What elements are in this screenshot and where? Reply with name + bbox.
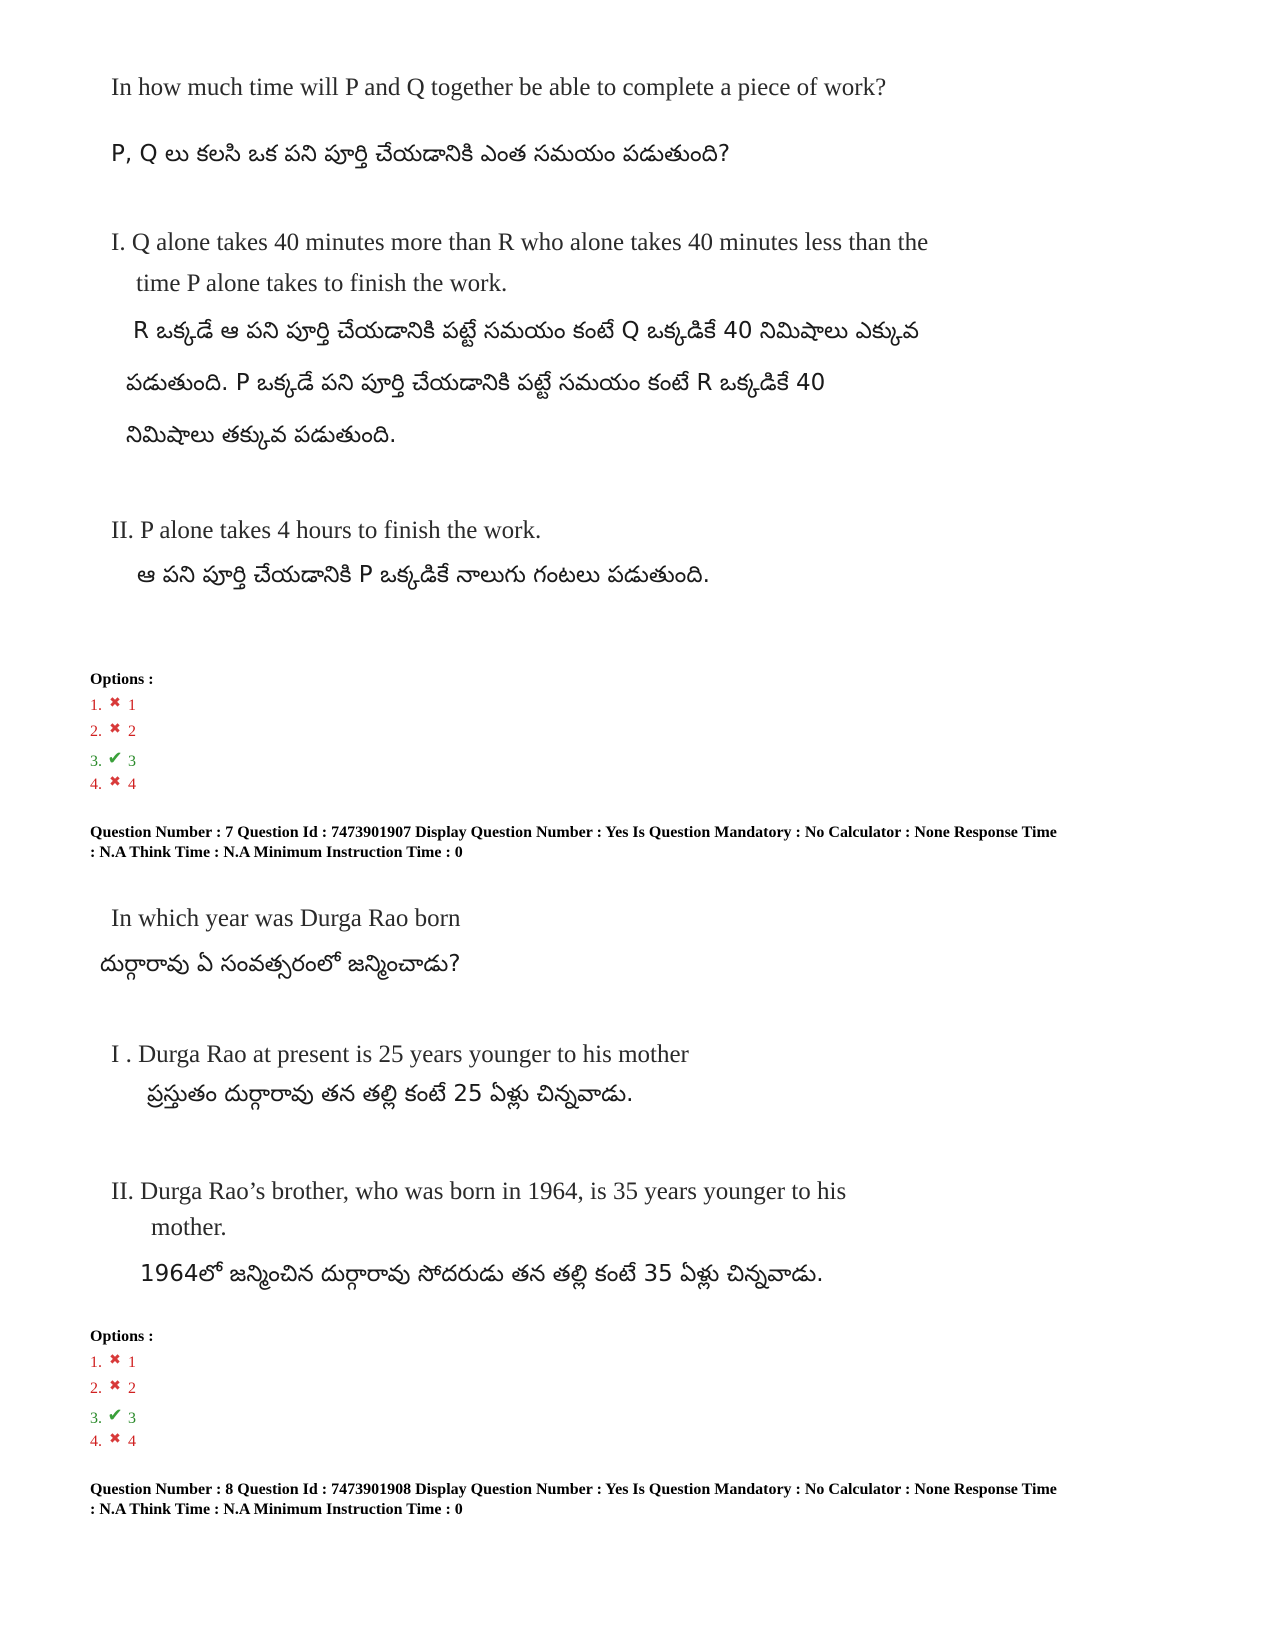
q7-option-2 — [90, 1380, 136, 1398]
option-number: 3. — [90, 753, 102, 770]
question-7-meta-line2: : N.A Think Time : N.A Minimum Instruction Time : 0 — [90, 844, 463, 861]
q6-option-1 — [90, 697, 136, 715]
question-8-meta-line1: Question Number : 8 Question Id : 7473901908 Display Question Number : Yes Is Question Mandatory : No Calculator : None Response Time — [90, 1481, 1057, 1498]
option-value: 4 — [128, 1433, 136, 1450]
q7-statement-2-te: 1964లో జన్మించిన దుర్గారావు సోదరుడు తన తల్లి కంటే 35 ఏళ్లు చిన్నవాడు. — [140, 1261, 824, 1287]
question-7-text-te: దుర్గారావు ఏ సంవత్సరంలో జన్మించాడు? — [100, 951, 461, 977]
check-icon: ✔ — [107, 748, 123, 769]
cross-icon: ✖ — [109, 1431, 121, 1447]
option-value: 3 — [128, 753, 136, 770]
q6-option-3 — [90, 750, 136, 771]
option-number: 3. — [90, 1410, 102, 1427]
check-icon: ✔ — [107, 1405, 123, 1426]
option-value: 2 — [128, 1380, 136, 1397]
question-6-text-en: In how much time will P and Q together be able to complete a piece of work? — [111, 74, 887, 101]
cross-icon: ✖ — [109, 721, 121, 737]
q7-option-1 — [90, 1354, 136, 1372]
q6-option-4 — [90, 776, 136, 794]
option-value: 1 — [128, 1354, 136, 1371]
question-8-meta — [90, 1480, 1200, 1520]
option-value: 4 — [128, 776, 136, 793]
option-number: 4. — [90, 1433, 102, 1450]
option-number: 4. — [90, 776, 102, 793]
q7-options-label: Options : — [90, 1328, 154, 1345]
option-value: 3 — [128, 1410, 136, 1427]
option-value: 1 — [128, 697, 136, 714]
question-7-text-en: In which year was Durga Rao born — [111, 905, 461, 932]
q7-statement-1-te: ప్రస్తుతం దుర్గారావు తన తల్లి కంటే 25 ఏళ్లు చిన్నవాడు. — [147, 1081, 634, 1107]
q6-statement-2-te: ఆ పని పూర్తి చేయడానికి P ఒక్కడికే నాలుగు గంటలు పడుతుంది. — [137, 562, 710, 588]
q6-option-2 — [90, 723, 136, 741]
option-number: 1. — [90, 1354, 102, 1371]
question-7-meta — [90, 823, 1200, 863]
option-number: 1. — [90, 697, 102, 714]
option-value: 2 — [128, 723, 136, 740]
option-number: 2. — [90, 723, 102, 740]
option-number: 2. — [90, 1380, 102, 1397]
question-7-meta-line1: Question Number : 7 Question Id : 7473901907 Display Question Number : Yes Is Question Mandatory : No Calculator : None Response Time — [90, 824, 1057, 841]
q6-statement-1-te-line2: పడుతుంది. P ఒక్కడే పని పూర్తి చేయడానికి పట్టే సమయం కంటే R ఒక్కడికే 40 — [126, 370, 826, 396]
q6-statement-1-en-line1: I. Q alone takes 40 minutes more than R who alone takes 40 minutes less than the — [111, 229, 929, 256]
q7-statement-2-en-line2: mother. — [151, 1214, 227, 1241]
q6-statement-1-te-line1: R ఒక్కడే ఆ పని పూర్తి చేయడానికి పట్టే సమయం కంటే Q ఒక్కడికే 40 నిమిషాలు ఎక్కువ — [133, 318, 919, 344]
cross-icon: ✖ — [109, 1378, 121, 1394]
q7-statement-2-en-line1: II. Durga Rao’s brother, who was born in 1964, is 35 years younger to his — [111, 1178, 847, 1205]
cross-icon: ✖ — [109, 1352, 121, 1368]
cross-icon: ✖ — [109, 695, 121, 711]
q6-statement-1-en-line2: time P alone takes to finish the work. — [136, 270, 508, 297]
question-8-meta-line2: : N.A Think Time : N.A Minimum Instruction Time : 0 — [90, 1501, 463, 1518]
cross-icon: ✖ — [109, 774, 121, 790]
q6-statement-2-en: II. P alone takes 4 hours to finish the work. — [111, 517, 542, 544]
question-6-text-te: P, Q లు కలసి ఒక పని పూర్తి చేయడానికి ఎంత సమయం పడుతుంది? — [111, 141, 731, 167]
q7-statement-1-en: I . Durga Rao at present is 25 years younger to his mother — [111, 1041, 689, 1068]
q6-statement-1-te-line3: నిమిషాలు తక్కువ పడుతుంది. — [126, 422, 397, 448]
q7-option-4 — [90, 1433, 136, 1451]
q6-options-label: Options : — [90, 671, 154, 688]
q7-option-3 — [90, 1407, 136, 1428]
